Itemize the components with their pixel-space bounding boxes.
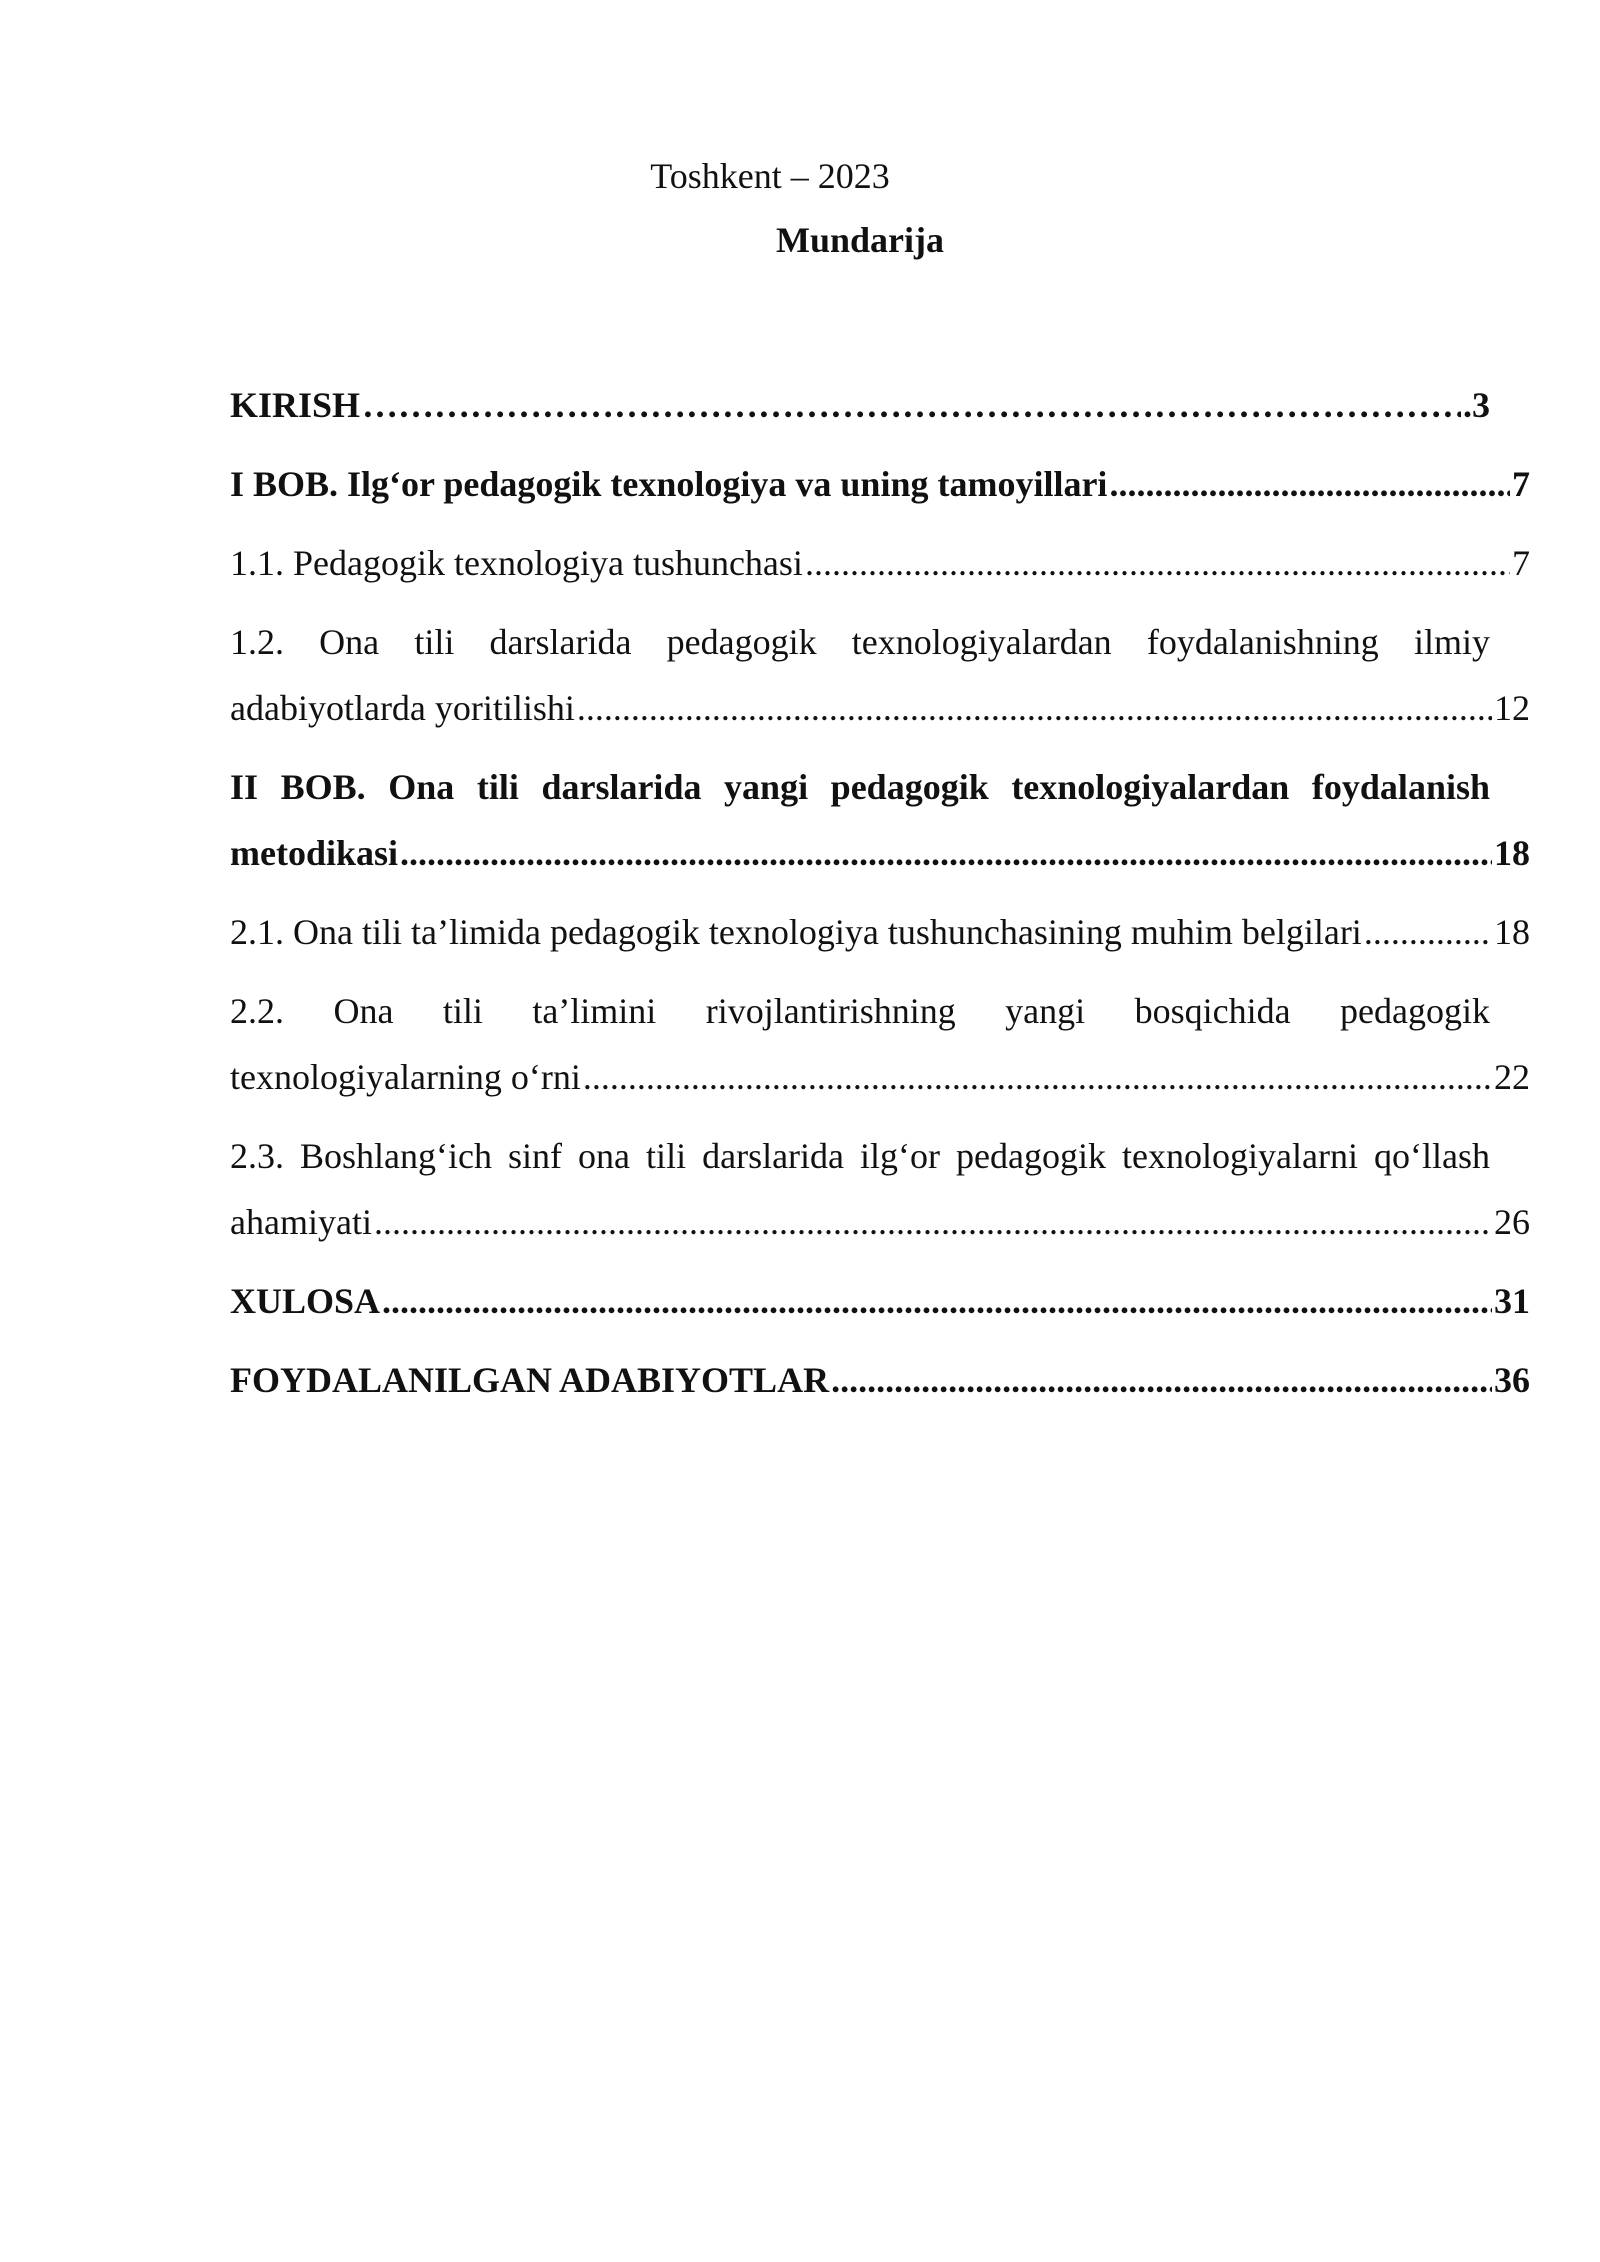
toc-entry-title: KIRISH xyxy=(230,385,361,425)
toc-entry-title: I BOB. Ilg‘or pedagogik texnologiya va uning tamoyillari xyxy=(230,464,1108,504)
toc-entry-title-line1: 2.2. Ona tili ta’limini rivojlantirishning yangi bosqichida pedagogik xyxy=(230,991,1490,1031)
table-of-contents xyxy=(230,372,1530,1426)
toc-page-number: 12 xyxy=(1494,688,1530,728)
toc-entry-title: FOYDALANILGAN ADABIYOTLAR xyxy=(230,1360,830,1400)
toc-entry-2-1[interactable] xyxy=(230,899,1530,965)
toc-page-number: 3 xyxy=(1472,385,1490,425)
dot-leader xyxy=(374,1189,1492,1255)
toc-page-number: 7 xyxy=(1512,543,1530,583)
toc-entry-title-line1: 1.2. Ona tili darslarida pedagogik texnologiyalardan foydalanishning ilmiy xyxy=(230,622,1490,662)
dot-leader xyxy=(805,530,1510,596)
toc-entry-2-3[interactable] xyxy=(230,1123,1530,1255)
dot-leader xyxy=(577,675,1492,741)
dot-leader xyxy=(831,1347,1492,1413)
toc-entry-title: 2.1. Ona tili ta’limida pedagogik texnologiya tushunchasining muhim belgilari xyxy=(230,912,1362,952)
toc-entry-xulosa[interactable] xyxy=(230,1268,1530,1334)
toc-entry-title: XULOSA xyxy=(230,1281,381,1321)
toc-entry-1-2[interactable] xyxy=(230,609,1530,741)
toc-page-number: 26 xyxy=(1494,1202,1530,1242)
toc-entry-title-line2: ahamiyati xyxy=(230,1202,372,1242)
toc-entry-1-1[interactable] xyxy=(230,530,1530,596)
dot-leader xyxy=(382,1268,1492,1334)
toc-entry-title: 1.1. Pedagogik texnologiya tushunchasi xyxy=(230,543,803,583)
toc-page-number: 18 xyxy=(1494,912,1530,952)
toc-entry-title-line2: metodikasi xyxy=(230,833,399,873)
toc-page-number: 31 xyxy=(1494,1281,1530,1321)
toc-entry-kirish[interactable] xyxy=(230,372,1530,438)
toc-entry-bob1[interactable] xyxy=(230,451,1530,517)
toc-entry-title-line2: adabiyotlarda yoritilishi xyxy=(230,688,575,728)
dot-leader xyxy=(400,820,1492,886)
toc-entry-title-line1: 2.3. Boshlang‘ich sinf ona tili darslarida ilg‘or pedagogik texnologiyalarni qo‘llash xyxy=(230,1136,1490,1176)
dot-leader xyxy=(1364,899,1492,965)
toc-entry-bob2[interactable] xyxy=(230,754,1530,886)
toc-page-number: 18 xyxy=(1494,833,1530,873)
toc-entry-title-line2: texnologiyalarning o‘rni xyxy=(230,1057,581,1097)
toc-entry-2-2[interactable] xyxy=(230,978,1530,1110)
dot-leader-end: . xyxy=(1463,385,1472,425)
dot-leader xyxy=(1109,451,1510,517)
toc-page-number: 7 xyxy=(1512,464,1530,504)
dot-leader xyxy=(362,372,1461,438)
toc-entry-title-line1: II BOB. Ona tili darslarida yangi pedagogik texnologiyalardan foydalanish xyxy=(230,767,1490,807)
toc-title: Mundarija xyxy=(775,220,944,260)
toc-entry-adabiyotlar[interactable] xyxy=(230,1347,1530,1413)
toc-page-number: 36 xyxy=(1494,1360,1530,1400)
city-year: Toshkent – 2023 xyxy=(650,156,890,196)
dot-leader xyxy=(583,1044,1492,1110)
toc-page-number: 22 xyxy=(1494,1057,1530,1097)
